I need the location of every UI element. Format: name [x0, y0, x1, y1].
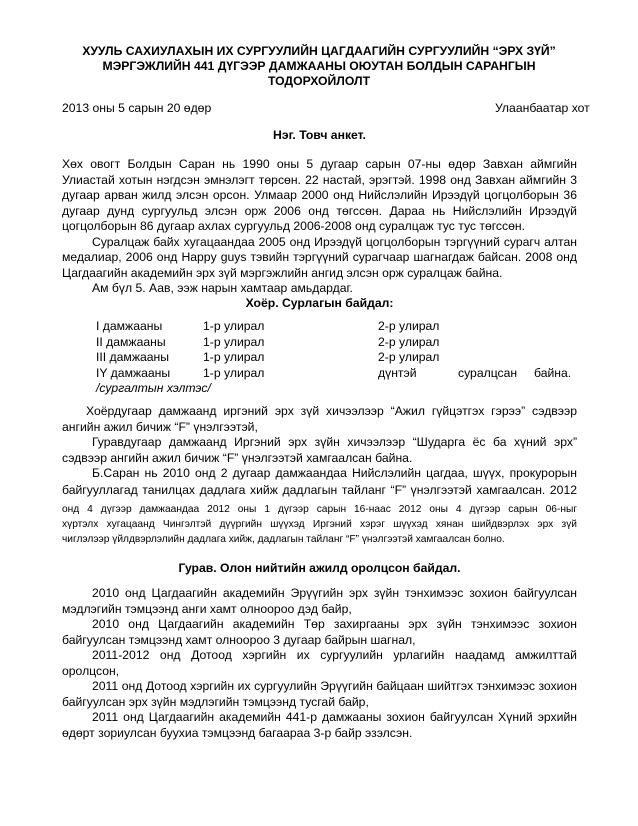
text-line: онд 4 дүгээр дамжаандаа 2012 оны 1 дүгээр сарын 16-наас 2012 оны 4 дүгээр сарын 06-ныг	[62, 504, 577, 515]
grades-sem2: дүнтэй	[378, 365, 417, 380]
section-3-line	[62, 633, 577, 649]
section-1-heading: Нэг. Товч анкет.	[273, 128, 366, 142]
grades-table	[96, 319, 578, 397]
text-line: байгууллагад танилцах дадлага хийж дадлагын тайланг “F” үнэлгээтэй хамгаалсан. 2012	[62, 483, 577, 497]
section-3-line	[92, 617, 577, 633]
section-3-line	[62, 602, 577, 618]
section-3-line	[92, 679, 577, 695]
text-line: 2011-2012 онд Дотоод хэргийн их сургуулийн урлагийн наадамд амжилттай	[92, 648, 577, 662]
section-3-line	[92, 648, 577, 664]
grades-course: III дамжааны	[96, 350, 170, 364]
grades-course: II дамжааны	[96, 334, 166, 349]
section-2-body-c	[92, 435, 577, 451]
title-line: ТОДОРХОЙЛОЛТ	[267, 74, 371, 88]
text-line: оролцсон,	[62, 663, 120, 678]
grades-sem2-end: байна.	[534, 365, 572, 380]
text-line: Хоёрдугаар дамжаанд иргэний эрх зүй хичээлээр “Ажил гүйцэтгэх гэрээ” сэдвээр	[86, 404, 577, 418]
text-line: Улиастай хотын нэгдсэн эмнэлэгт төрсөн. 22 настай, эрэгтэй. 1998 онд Завхан аймгийн 3	[62, 172, 577, 187]
section-3-line	[92, 710, 577, 726]
grades-sem1: 1-р улирал	[203, 365, 265, 380]
grades-sem2: 2-р улирал	[378, 334, 440, 349]
text-line: 2010 онд Цагдаагийн академийн Төр захиргааны эрх зүйн тэнхимээс зохион	[92, 617, 577, 631]
text-line: өдөрт зориулсан буухиа тэмцээнд багаараа 3-р байр эзэлсэн.	[62, 725, 413, 740]
grades-course: I дамжааны	[96, 319, 163, 333]
section-2-heading: Хоёр. Сурлагын байдал:	[245, 296, 394, 310]
text-line: хүртэлх хугацаанд Чингэлтэй дүүргийн шүүхэд Иргэний хэрэг шүүхэд хянан шийдвэрлэх эрх зүй	[62, 519, 577, 530]
grades-course: IY дамжааны	[96, 365, 171, 380]
document-place: Улаанбаатар хот	[495, 101, 590, 115]
grades-sem2-status: суралцсан	[458, 365, 518, 380]
grades-row	[96, 319, 578, 335]
document-date: 2013 оны 5 сарын 20 өдөр	[62, 101, 212, 115]
text-line: медалиар, 2006 онд Happy guys тэвийн тэргүүний сурагчаар шагнагдаж байсан. 2008 онд	[62, 250, 577, 264]
document-title	[62, 44, 576, 89]
text-line: 2011 онд Цагдаагийн академийн 441-р дамжааны зохион байгуулсан Хүний эрхийн	[92, 710, 577, 724]
text-line: Суралцаж байх хугацаандаа 2005 онд Ирээдүй цогцолборын тэргүүний сурагч алтан	[92, 234, 577, 249]
grades-sem1: 1-р улирал	[203, 350, 265, 364]
text-line: Ам бүл 5. Аав, ээж нарын хамтаар амьдардаг.	[92, 281, 353, 295]
section-1-body-2	[92, 235, 577, 251]
grades-note: /сургалтын хэлтэс/	[96, 381, 211, 395]
text-line: байгуулсан эрх зүйн мэдлэгийн тэмцээнд тусгай байр,	[62, 694, 369, 709]
text-line: ангийн ажил бичиж “F” үнэлгээтэй,	[62, 419, 258, 434]
grades-row	[96, 350, 578, 366]
title-line: МЭРГЭЖЛИЙН 441 ДҮГЭЭР ДАМЖААНЫ ОЮУТАН БОЛДЫН САРАНГЫН	[102, 59, 536, 73]
section-2-body-e	[92, 466, 577, 482]
title-line: ХУУЛЬ САХИУЛАХЫН ИХ СУРГУУЛИЙН ЦАГДААГИЙН СУРГУУЛИЙН “ЭРХ ЗҮЙ”	[82, 44, 556, 58]
text-line: Гуравдугаар дамжаанд Иргэний эрх зүйн хичээлээр “Шударга ёс ба хүний эрх”	[92, 435, 577, 449]
section-3-line	[62, 726, 577, 742]
grades-sem2: 2-р улирал	[378, 350, 440, 364]
section-3-line	[62, 695, 577, 711]
section-2-body-a	[86, 404, 577, 420]
text-line: цогцолборын 86 дугаар ахлах сургуульд 2006-2008 онд суралцаж тус тус төгссөн.	[62, 219, 526, 233]
section-2-small-text	[62, 502, 577, 547]
section-3-line	[62, 664, 577, 680]
text-line: чиглэлээр үйлдвэрлэлийн дадлага хийж, дадлагын тайланг “F” үнэлгээтэй хамгаалсан болно.	[62, 534, 505, 545]
grades-row	[96, 366, 578, 382]
text-line: дугаар арван жилд элсэн орсон. Улмаар 2000 онд Нийслэлийн Ирээдүй цогцолборын 36	[62, 188, 577, 202]
grades-sem1: 1-р улирал	[203, 334, 265, 349]
section-2-body-d	[62, 451, 577, 467]
section-2-body-f	[62, 483, 577, 499]
grades-sem2: 2-р улирал	[378, 319, 440, 333]
text-line: мэдлэгийн тэмцээнд анги хамт олноороо дэд байр,	[62, 601, 352, 616]
section-2-body-b	[62, 420, 577, 436]
text-line: сэдвээр ангийн ажил бичиж “F” үнэлгээтэй хамгаалсан байна.	[62, 450, 413, 465]
text-line: дугаар дунд сургуульд элсэн орж 2006 онд төгссөн. Дараа нь Нийслэлийн Ирээдүй	[62, 203, 577, 218]
section-1-body-3	[62, 250, 577, 281]
text-line: Хөх овогт Болдын Саран нь 1990 оны 5 дугаар сарын 07-ны өдөр Завхан аймгийн	[62, 157, 577, 171]
text-line: 2011 онд Дотоод хэргийн их сургуулийн Эрүүгийн байцаан шийтгэх тэнхимээс зохион	[92, 679, 577, 693]
grades-row	[96, 335, 578, 351]
text-line: 2010 онд Цагдаагийн академийн Эрүүгийн эрх зүйн тэнхимээс зохион байгуулсан	[92, 586, 577, 600]
grades-note-row	[96, 381, 578, 397]
section-3-line	[92, 586, 577, 602]
text-line: байгуулсан тэмцээнд хамт олноороо 3 дугаар байрын шагнал,	[62, 632, 416, 647]
section-3-heading: Гурав. Олон нийтийн ажилд оролцсон байдал.	[178, 561, 461, 575]
grades-sem1: 1-р улирал	[203, 319, 265, 333]
text-line: Б.Саран нь 2010 онд 2 дугаар дамжаандаа Нийслэлийн цагдаа, шүүх, прокурорын	[92, 466, 577, 480]
section-1-body	[62, 157, 577, 235]
text-line: Цагдаагийн академийн эрх зүй мэргэжлийн ангид элсэн орж суралцаж байна.	[62, 265, 503, 280]
